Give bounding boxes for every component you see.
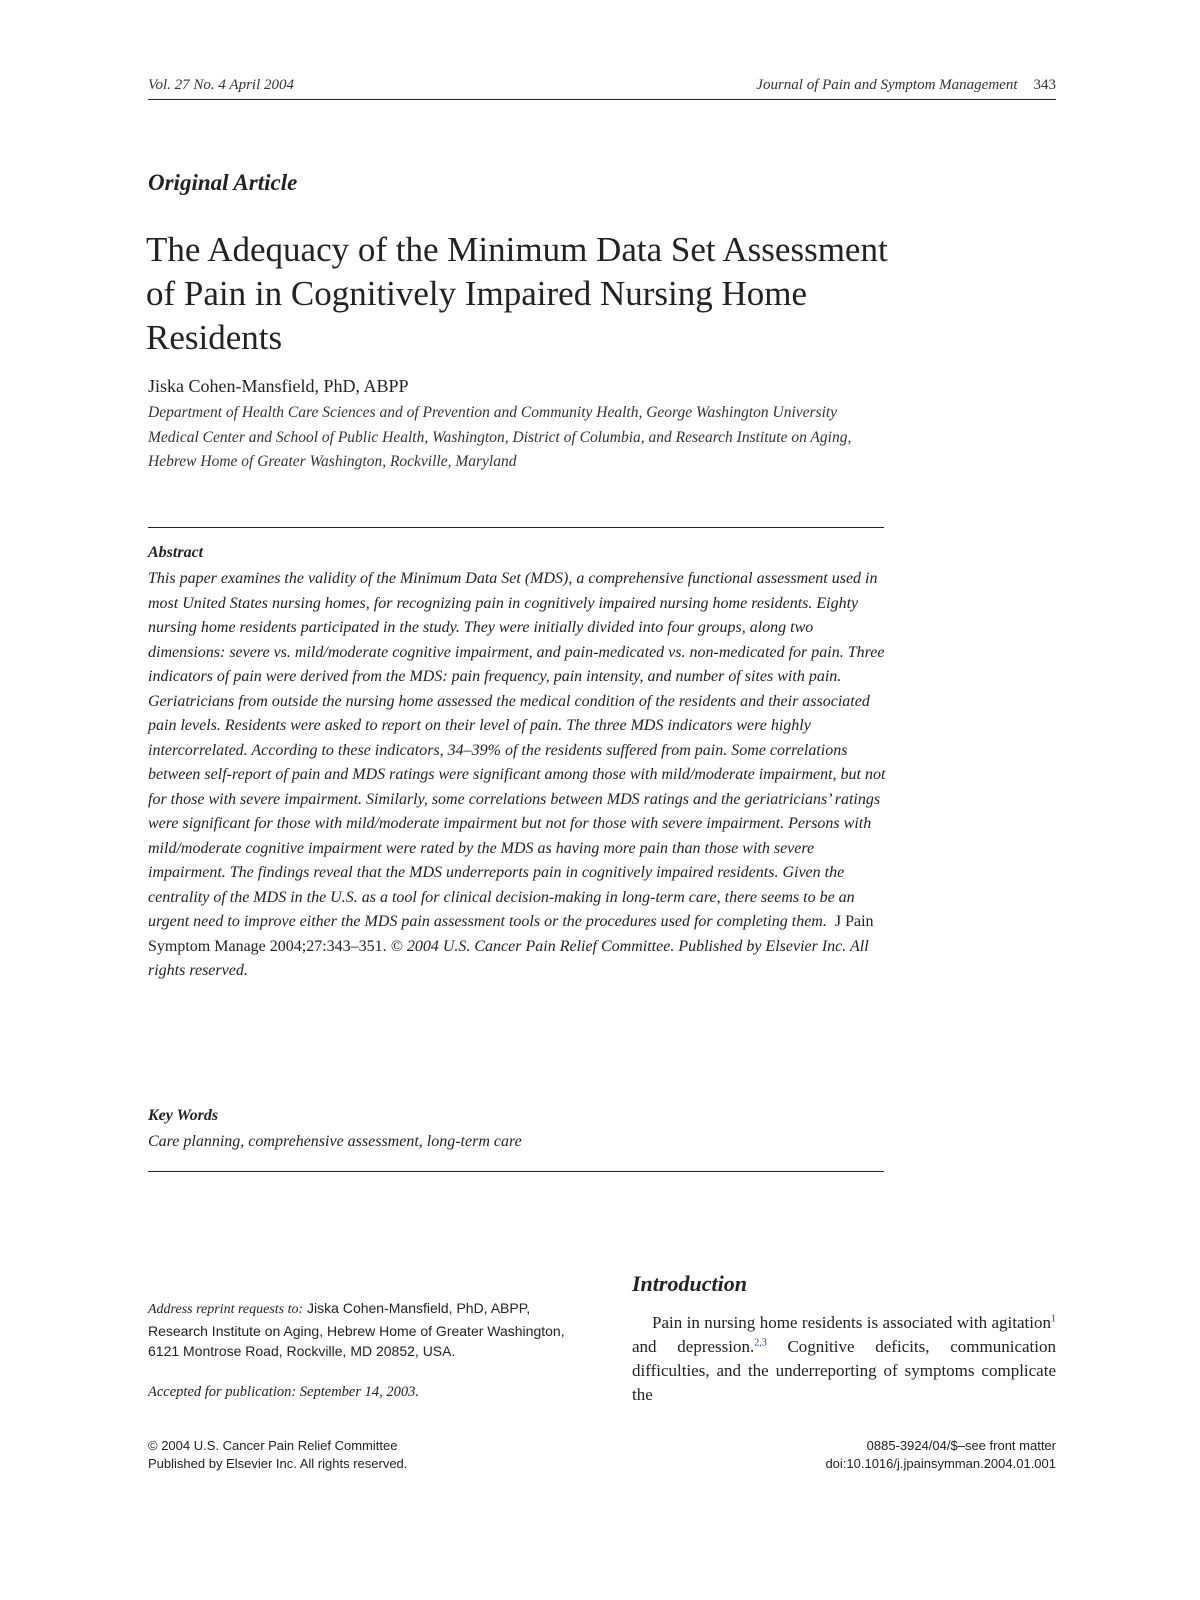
reference-link-2-3[interactable]: 2,3: [754, 1337, 767, 1349]
introduction-text-a: Pain in nursing home residents is associated with agitation: [652, 1313, 1051, 1332]
footer-copyright-line-1: © 2004 U.S. Cancer Pain Relief Committee: [148, 1438, 398, 1453]
article-title: The Adequacy of the Minimum Data Set Assessment of Pain in Cognitively Impaired Nursing Home Residents: [146, 230, 888, 357]
reprint-address: [148, 1298, 568, 1362]
journal-and-page: [756, 77, 1056, 94]
footer-copyright: [148, 1437, 407, 1473]
abstract-top-rule: [148, 527, 884, 528]
introduction-heading: Introduction: [632, 1271, 747, 1296]
reprint-address-text: Jiska Cohen-Mansfield, PhD, ABPP, Research Institute on Aging, Hebrew Home of Greater Washington, 6121 Montrose Road, Rockville, MD 20852, USA.: [148, 1300, 565, 1359]
introduction-paragraph: [632, 1311, 1056, 1407]
article-type: Original Article: [148, 170, 298, 195]
abstract-text: This paper examines the validity of the Minimum Data Set (MDS), a comprehensive functional assessment used in most United States nursing homes, for recognizing pain in cognitively impaired nursing home residents. Eighty nursing home residents participated in the study. They were initially divided into four groups, along two dimensions: severe vs. mild/moderate cognitive impairment, and pain-medicated vs. non-medicated for pain. Three indicators of pain were derived from the MDS: pain frequency, pain intensity, and number of sites with pain. Geriatricians from outside the nursing home assessed the medical condition of the residents and their associated pain levels. Residents were asked to report on their level of pain. The three MDS indicators were highly intercorrelated. According to these indicators, 34–39% of the residents suffered from pain. Some correlations between self-report of pain and MDS ratings were significant among those with mild/moderate impairment, but not for those with severe impairment. Similarly, some correlations between MDS ratings and the geriatricians’ ratings were significant for those with mild/moderate impairment but not for those with severe impairment. Persons with mild/moderate cognitive impairment were rated by the MDS as having more pain than those with severe impairment. The findings reveal that the MDS underreports pain in cognitively impaired residents. Given the centrality of the MDS in the U.S. as a tool for clinical decision-making in long-term care, there seems to be an urgent need to improve either the MDS pain assessment tools or the procedures used for completing them.: [148, 570, 886, 930]
author-affiliation: Department of Health Care Sciences and of Prevention and Community Health, George Washington University Medical Center and School of Public Health, Washington, District of Columbia, and Research Institute on Aging, Hebrew Home of Greater Washington, Rockville, Maryland: [148, 404, 852, 470]
abstract-citation: J Pain Symptom Manage 2004;27:343–351.: [148, 913, 874, 955]
key-words-heading: Key Words: [148, 1107, 219, 1124]
footer-identifiers: [825, 1437, 1056, 1473]
abstract-copyright: © 2004 U.S. Cancer Pain Relief Committee. Published by Elsevier Inc. All rights reserved.: [148, 937, 869, 979]
introduction-text-c: Cognitive deficits, communication difficulties, and the underreporting of symptoms complicate the: [632, 1337, 1056, 1404]
footer-doi: doi:10.1016/j.jpainsymman.2004.01.001: [825, 1456, 1056, 1471]
abstract-heading: Abstract: [148, 544, 204, 561]
author-line: Jiska Cohen-Mansfield, PhD, ABPP: [148, 376, 409, 396]
footer-issn: 0885-3924/04/$–see front matter: [866, 1438, 1056, 1453]
reference-link-1[interactable]: 1: [1051, 1313, 1056, 1325]
introduction-text-b: and depression.: [632, 1337, 755, 1356]
abstract-body: [148, 567, 888, 984]
running-head: [148, 77, 1056, 100]
journal-name: Journal of Pain and Symptom Management: [756, 77, 1018, 93]
footer-copyright-line-2: Published by Elsevier Inc. All rights reserved.: [148, 1456, 408, 1471]
key-words-list: Care planning, comprehensive assessment, long-term care: [148, 1133, 522, 1150]
abstract-bottom-rule: [148, 1171, 884, 1172]
reprint-address-lead: Address reprint requests to:: [148, 1302, 304, 1317]
accepted-date: Accepted for publication: September 14, 2003.: [148, 1384, 420, 1400]
page-number: 343: [1033, 77, 1056, 93]
volume-issue-date: Vol. 27 No. 4 April 2004: [148, 77, 294, 93]
